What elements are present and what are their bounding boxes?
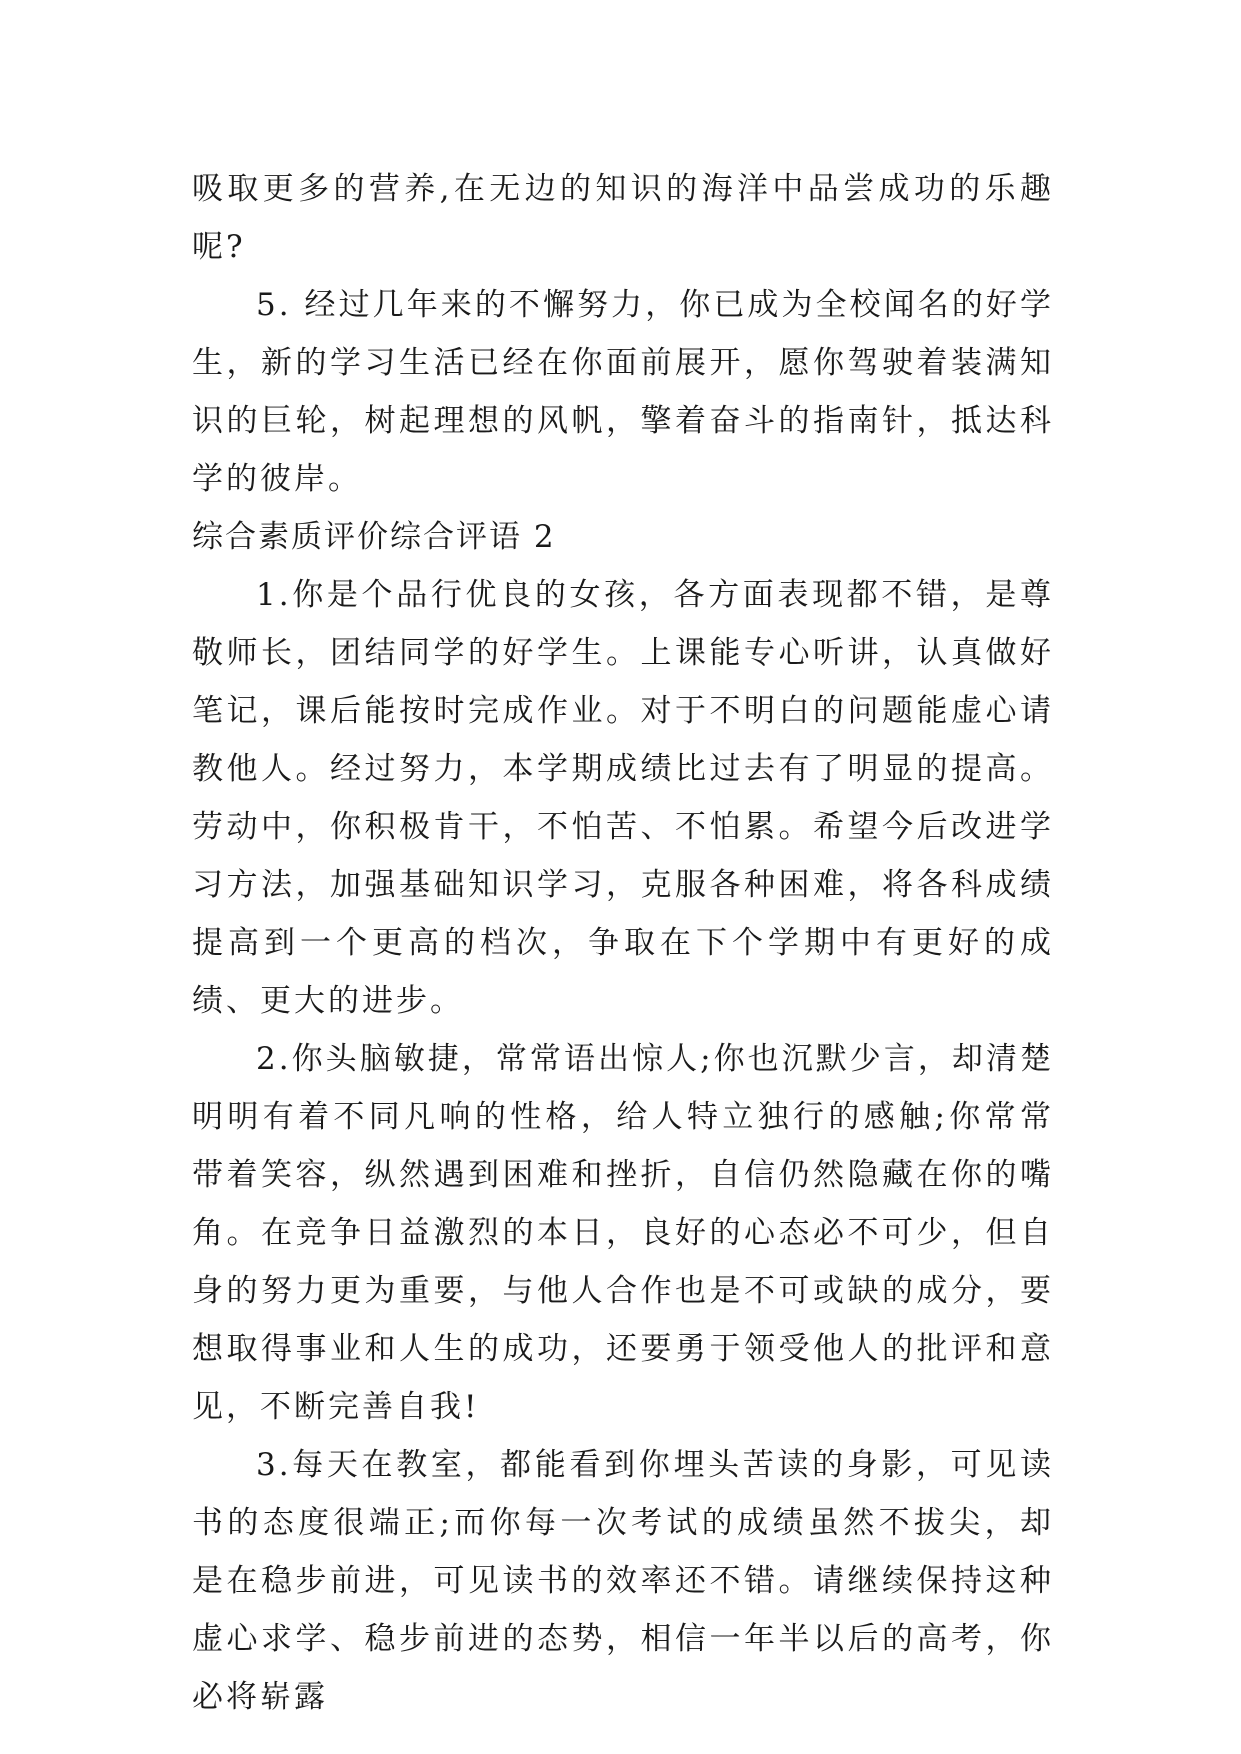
document-body	[192, 160, 1054, 1726]
paragraph-continuation: 吸取更多的营养,在无边的知识的海洋中品尝成功的乐趣呢?	[192, 171, 1054, 265]
paragraph-item-2: 2.你头脑敏捷，常常语出惊人;你也沉默少言，却清楚明明有着不同凡响的性格，给人特立独行的感触;你常常带着笑容，纵然遇到困难和挫折，自信仍然隐藏在你的嘴角。在竞争日益激烈的本日，良好的心态必不可少，但自身的努力更为重要，与他人合作也是不可或缺的成分，要想取得事业和人生的成功，还要勇于领受他人的批评和意见，不断完善自我!	[192, 1041, 1054, 1425]
section-heading: 综合素质评价综合评语 2	[192, 519, 556, 555]
paragraph-item-1: 1.你是个品行优良的女孩，各方面表现都不错，是尊敬师长，团结同学的好学生。上课能专心听讲，认真做好笔记，课后能按时完成作业。对于不明白的问题能虚心请教他人。经过努力，本学期成绩比过去有了明显的提高。劳动中，你积极肯干，不怕苦、不怕累。希望今后改进学习方法，加强基础知识学习，克服各种困难，将各科成绩提高到一个更高的档次，争取在下个学期中有更好的成绩、更大的进步。	[192, 577, 1054, 1019]
paragraph-item-3: 3.每天在教室，都能看到你埋头苦读的身影，可见读书的态度很端正;而你每一次考试的成绩虽然不拔尖，却是在稳步前进，可见读书的效率还不错。请继续保持这种虚心求学、稳步前进的态势，相信一年半以后的高考，你必将崭露	[192, 1447, 1054, 1715]
paragraph-item-5: 5. 经过几年来的不懈努力，你已成为全校闻名的好学生，新的学习生活已经在你面前展开，愿你驾驶着装满知识的巨轮，树起理想的风帆，擎着奋斗的指南针，抵达科学的彼岸。	[192, 287, 1054, 497]
